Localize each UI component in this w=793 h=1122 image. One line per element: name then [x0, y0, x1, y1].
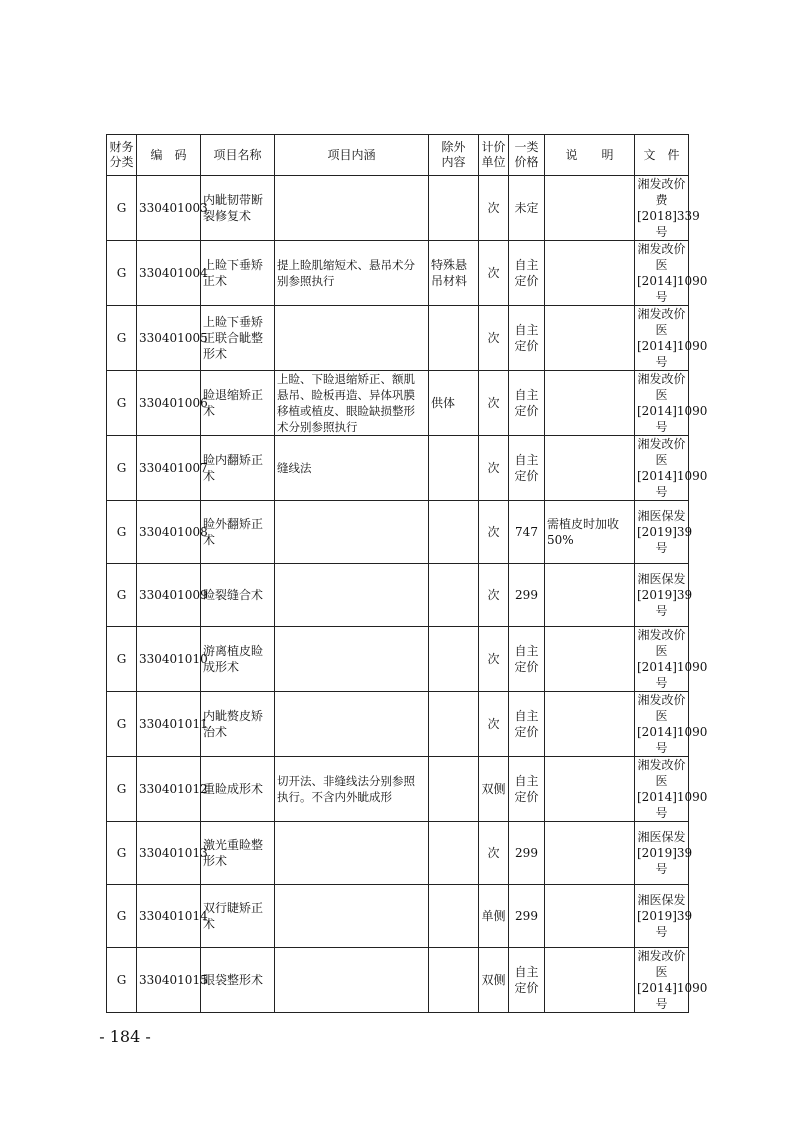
cell-document: 湘医保发[2019]39号: [635, 564, 689, 627]
cell-document: 湘发改价医[2014]1090号: [635, 757, 689, 822]
cell-note: [545, 885, 635, 948]
cell-price: 自主定价: [509, 692, 545, 757]
header-unit: 计价 单位: [479, 135, 509, 176]
cell-excluded: 特殊悬吊材料: [429, 241, 479, 306]
cell-unit: 单侧: [479, 885, 509, 948]
cell-note: [545, 627, 635, 692]
cell-excluded: [429, 822, 479, 885]
cell-content: 上睑、下睑退缩矫正、额肌悬吊、睑板再造、异体巩膜移植或植皮、眼睑缺损整形术分别参照执行: [275, 371, 429, 436]
header-note: 说 明: [545, 135, 635, 176]
cell-content: 提上睑肌缩短术、悬吊术分别参照执行: [275, 241, 429, 306]
table-row: [107, 948, 689, 1013]
cell-category: G: [107, 564, 137, 627]
header-category: 财务 分类: [107, 135, 137, 176]
cell-content: [275, 948, 429, 1013]
cell-unit: 次: [479, 241, 509, 306]
cell-content: [275, 885, 429, 948]
header-code: 编 码: [137, 135, 201, 176]
cell-document: 湘发改价费[2018]339号: [635, 176, 689, 241]
cell-note: [545, 306, 635, 371]
table-row: [107, 822, 689, 885]
cell-excluded: [429, 948, 479, 1013]
header-name: 项目名称: [201, 135, 275, 176]
cell-price: 299: [509, 885, 545, 948]
cell-category: G: [107, 692, 137, 757]
cell-note: [545, 564, 635, 627]
cell-category: G: [107, 885, 137, 948]
cell-code: 330401005: [137, 306, 201, 371]
table-row: [107, 885, 689, 948]
cell-category: G: [107, 627, 137, 692]
cell-note: [545, 371, 635, 436]
cell-unit: 次: [479, 436, 509, 501]
cell-price: 299: [509, 564, 545, 627]
table-row: [107, 692, 689, 757]
cell-code: 330401006: [137, 371, 201, 436]
cell-content: [275, 627, 429, 692]
cell-category: G: [107, 176, 137, 241]
cell-content: 切开法、非缝线法分别参照执行。不含内外眦成形: [275, 757, 429, 822]
cell-name: 内眦赘皮矫治术: [201, 692, 275, 757]
cell-note: [545, 436, 635, 501]
cell-content: [275, 501, 429, 564]
cell-name: 重睑成形术: [201, 757, 275, 822]
cell-document: 湘发改价医[2014]1090号: [635, 306, 689, 371]
table-row: [107, 627, 689, 692]
cell-unit: 次: [479, 822, 509, 885]
cell-note: [545, 241, 635, 306]
table-row: [107, 176, 689, 241]
cell-name: 上睑下垂矫正术: [201, 241, 275, 306]
cell-category: G: [107, 757, 137, 822]
cell-code: 330401003: [137, 176, 201, 241]
cell-document: 湘发改价医[2014]1090号: [635, 692, 689, 757]
page-number: - 184 -: [99, 1027, 151, 1046]
cell-name: 激光重睑整形术: [201, 822, 275, 885]
header-content: 项目内涵: [275, 135, 429, 176]
cell-note: [545, 692, 635, 757]
cell-content: [275, 692, 429, 757]
cell-content: [275, 306, 429, 371]
cell-category: G: [107, 948, 137, 1013]
cell-name: 睑裂缝合术: [201, 564, 275, 627]
cell-excluded: [429, 885, 479, 948]
cell-category: G: [107, 371, 137, 436]
cell-category: G: [107, 306, 137, 371]
cell-excluded: 供体: [429, 371, 479, 436]
cell-code: 330401013: [137, 822, 201, 885]
cell-document: 湘医保发[2019]39号: [635, 501, 689, 564]
cell-note: 需植皮时加收50%: [545, 501, 635, 564]
cell-document: 湘发改价医[2014]1090号: [635, 436, 689, 501]
cell-unit: 次: [479, 627, 509, 692]
cell-code: 330401010: [137, 627, 201, 692]
cell-content: [275, 822, 429, 885]
header-row: [107, 135, 689, 176]
cell-document: 湘发改价医[2014]1090号: [635, 241, 689, 306]
cell-name: 内眦韧带断裂修复术: [201, 176, 275, 241]
cell-unit: 次: [479, 501, 509, 564]
cell-document: 湘发改价医[2014]1090号: [635, 627, 689, 692]
cell-unit: 次: [479, 176, 509, 241]
cell-note: [545, 757, 635, 822]
header-excluded: 除外 内容: [429, 135, 479, 176]
cell-excluded: [429, 501, 479, 564]
cell-excluded: [429, 757, 479, 822]
table-row: [107, 306, 689, 371]
table-row: [107, 241, 689, 306]
cell-excluded: [429, 627, 479, 692]
cell-price: 自主定价: [509, 757, 545, 822]
cell-name: 睑内翻矫正术: [201, 436, 275, 501]
cell-category: G: [107, 436, 137, 501]
cell-name: 游离植皮睑成形术: [201, 627, 275, 692]
cell-content: [275, 564, 429, 627]
table-row: [107, 436, 689, 501]
cell-price: 自主定价: [509, 627, 545, 692]
cell-unit: 次: [479, 692, 509, 757]
cell-unit: 次: [479, 564, 509, 627]
cell-name: 睑外翻矫正术: [201, 501, 275, 564]
cell-price: 自主定价: [509, 306, 545, 371]
cell-unit: 双侧: [479, 757, 509, 822]
cell-excluded: [429, 176, 479, 241]
cell-price: 自主定价: [509, 436, 545, 501]
cell-price: 自主定价: [509, 371, 545, 436]
table-row: [107, 371, 689, 436]
cell-category: G: [107, 501, 137, 564]
cell-document: 湘发改价医[2014]1090号: [635, 371, 689, 436]
table-row: [107, 757, 689, 822]
cell-document: 湘医保发[2019]39号: [635, 822, 689, 885]
cell-price: 未定: [509, 176, 545, 241]
cell-code: 330401007: [137, 436, 201, 501]
cell-code: 330401009: [137, 564, 201, 627]
cell-name: 双行睫矫正术: [201, 885, 275, 948]
cell-name: 上睑下垂矫正联合眦整形术: [201, 306, 275, 371]
header-document: 文 件: [635, 135, 689, 176]
table-row: [107, 501, 689, 564]
cell-code: 330401004: [137, 241, 201, 306]
table-row: [107, 564, 689, 627]
cell-unit: 双侧: [479, 948, 509, 1013]
cell-price: 自主定价: [509, 241, 545, 306]
cell-note: [545, 822, 635, 885]
cell-note: [545, 176, 635, 241]
cell-code: 330401011: [137, 692, 201, 757]
cell-code: 330401008: [137, 501, 201, 564]
cell-excluded: [429, 692, 479, 757]
cell-excluded: [429, 436, 479, 501]
cell-category: G: [107, 822, 137, 885]
cell-price: 自主定价: [509, 948, 545, 1013]
cell-excluded: [429, 306, 479, 371]
cell-unit: 次: [479, 371, 509, 436]
header-price: 一类 价格: [509, 135, 545, 176]
cell-code: 330401015: [137, 948, 201, 1013]
cell-excluded: [429, 564, 479, 627]
cell-unit: 次: [479, 306, 509, 371]
cell-content: 缝线法: [275, 436, 429, 501]
cell-content: [275, 176, 429, 241]
cell-category: G: [107, 241, 137, 306]
cell-document: 湘发改价医[2014]1090号: [635, 948, 689, 1013]
cell-name: 眼袋整形术: [201, 948, 275, 1013]
cell-code: 330401012: [137, 757, 201, 822]
cell-price: 747: [509, 501, 545, 564]
cell-price: 299: [509, 822, 545, 885]
cell-name: 睑退缩矫正术: [201, 371, 275, 436]
price-table: [106, 134, 708, 1013]
cell-document: 湘医保发[2019]39号: [635, 885, 689, 948]
cell-code: 330401014: [137, 885, 201, 948]
cell-note: [545, 948, 635, 1013]
